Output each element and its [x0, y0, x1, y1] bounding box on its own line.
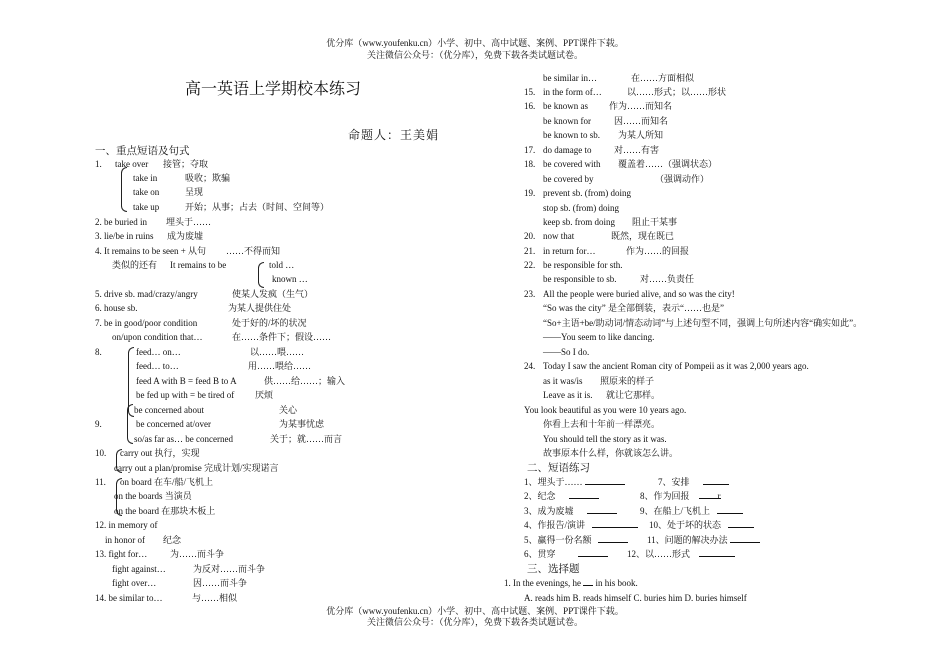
brace-4	[127, 404, 133, 444]
item-24-number: 24.	[524, 361, 536, 371]
phrase: be concerned at/over	[136, 419, 211, 429]
phrase: on/upon condition that…	[112, 332, 203, 342]
meaning: 为……而斗争	[170, 549, 225, 559]
meaning: 关心	[279, 405, 298, 415]
meaning: 对……有害	[614, 145, 660, 155]
meaning: 因……而斗争	[193, 578, 248, 588]
phrase: It remains to be	[170, 260, 227, 270]
meaning: 为某人提供住处	[228, 303, 292, 313]
header-line-2: 关注微信公众号：（优分库），免费下载各类试题试卷。	[366, 50, 583, 60]
exercise-label: 7、安排	[658, 477, 690, 487]
item-16-number: 16.	[524, 101, 536, 111]
meaning: 就让它那样。	[606, 390, 661, 400]
exercise-label: 2、纪念	[524, 491, 556, 501]
exercise-label: 9、在船上/飞机上	[640, 506, 711, 516]
phrase: 3. lie/be in ruins	[95, 231, 154, 241]
meaning: 供……给……；输入	[264, 376, 346, 386]
answer-blank[interactable]	[703, 476, 729, 485]
exercise-label: 12、以……形式	[627, 549, 691, 559]
item-22-number: 22.	[524, 260, 536, 270]
note: 类似的还有	[112, 260, 158, 270]
meaning: 处于好的/坏的状况	[232, 318, 307, 328]
meaning: 埋头于……	[166, 217, 212, 227]
phrase: be similar in…	[543, 73, 597, 83]
phrase: 6. house sb.	[95, 303, 138, 313]
phrase: be covered by	[543, 174, 594, 184]
header-line-1: 优分库（www.youfenku.cn）小学、初中、高中试题、案例、PPT课件下载。	[326, 38, 624, 48]
phrase: take on	[133, 187, 160, 197]
phrase: 7. be in good/poor condition	[95, 318, 198, 328]
phrase: now that	[543, 231, 575, 241]
item-18-number: 18.	[524, 159, 536, 169]
footer-line-1: 优分库（www.youfenku.cn）小学、初中、高中试题、案例、PPT课件下载。	[326, 606, 624, 616]
dialogue: ——You seem to like dancing.	[543, 332, 655, 342]
answer-blank[interactable]	[699, 548, 735, 557]
meaning: 在……条件下；假设……	[232, 332, 332, 342]
meaning: 因……而知名	[614, 116, 669, 126]
phrase: take over	[115, 159, 149, 169]
answer-blank[interactable]	[587, 505, 617, 514]
meaning: 关于；就……而言	[270, 434, 343, 444]
phrase: be known for	[543, 116, 591, 126]
item-15-number: 15.	[524, 87, 536, 97]
answer-blank[interactable]	[569, 490, 599, 499]
phrase: be responsible to sb.	[543, 274, 617, 284]
sentence: All the people were buried alive, and so was the city!	[543, 289, 735, 299]
exercise-item	[658, 476, 729, 488]
phrase: 5. drive sb. mad/crazy/angry	[95, 289, 198, 299]
phrase: 2. be buried in	[95, 217, 147, 227]
meaning: 厌烦	[255, 390, 274, 400]
meaning: 使某人发疯（生气）	[232, 289, 314, 299]
sentence: Leave as it is.	[543, 390, 593, 400]
footer-line-2: 关注微信公众号：（优分库），免费下载各类试题试卷。	[366, 617, 583, 627]
note: “So was the city” 是全部倒装，表示“……也是”	[543, 303, 724, 313]
phrase: 14. be similar to…	[95, 593, 163, 603]
answer-blank[interactable]	[583, 577, 593, 586]
meaning: 为某事忧虑	[279, 419, 325, 429]
phrase: be concerned about	[134, 405, 204, 415]
item-9-number: 9.	[95, 419, 102, 429]
meaning: 吸收；欺骗	[185, 173, 231, 183]
meaning: 以……形式；以……形状	[627, 87, 727, 97]
item-10-number: 10.	[95, 448, 107, 458]
answer-blank[interactable]	[730, 534, 760, 543]
page-title: 高一英语上学期校本练习	[185, 79, 362, 98]
meaning: 覆盖着……（强调状态）	[618, 159, 718, 169]
phrase: be fed up with = be tired of	[136, 390, 235, 400]
exercise-label: 5、赢得一份名额	[524, 535, 592, 545]
answer-blank[interactable]	[578, 548, 608, 557]
meaning: 你看上去和十年前一样漂亮。	[543, 419, 661, 429]
section-2-heading: 二、短语练习	[527, 462, 590, 474]
phrase: feed… on…	[136, 347, 181, 357]
meaning: （强调动作）	[655, 174, 710, 184]
meaning: 用……喂给……	[248, 361, 312, 371]
exercise-item	[647, 534, 760, 546]
phrase: 4. It remains to be seen + 从句	[95, 246, 207, 256]
meaning: 与……相似	[192, 593, 238, 603]
meaning: 以……喂……	[250, 347, 305, 357]
phrase: feed… to…	[136, 361, 179, 371]
phrase: on the boards 当演员	[114, 491, 192, 501]
meaning: 呈现	[185, 187, 204, 197]
meaning: 为反对……而斗争	[193, 564, 266, 574]
answer-blank[interactable]	[598, 534, 628, 543]
note: “So+主语+be/助动词/情态动词”与上述句型不同，强调上句所述内容“确实如此”。	[543, 318, 863, 328]
phrase: carry out 执行，实现	[120, 448, 200, 458]
item-20-number: 20.	[524, 231, 536, 241]
section-3-heading: 三、选择题	[527, 563, 580, 575]
item-23-number: 23.	[524, 289, 536, 299]
phrase: take in	[133, 173, 158, 183]
phrase: known …	[272, 274, 308, 284]
sentence: You look beautiful as you were 10 years ago.	[524, 405, 687, 415]
question-1-options: A. reads him B. reads himself C. buries him D. buries himself	[524, 593, 747, 603]
meaning: 在……方面相似	[631, 73, 695, 83]
section-1-heading: 一、重点短语及句式	[95, 145, 190, 157]
phrase: so/as far as… be concerned	[134, 434, 233, 444]
meaning: 既然，现在既已	[611, 231, 675, 241]
phrase: fight against…	[112, 564, 166, 574]
exercise-item	[524, 505, 617, 517]
exercise-item	[524, 548, 608, 560]
meaning: 为某人所知	[618, 130, 664, 140]
meaning: 作为……而知名	[609, 101, 673, 111]
phrase: as it was/is	[543, 376, 583, 386]
answer-blank[interactable]	[592, 519, 638, 528]
meaning: 对……负责任	[640, 274, 695, 284]
phrase: told …	[269, 260, 295, 270]
exercise-item	[524, 490, 599, 502]
exercise-item	[649, 519, 754, 531]
phrase: be covered with	[543, 159, 601, 169]
meaning: ……不得而知	[226, 246, 281, 256]
phrase: do damage to	[543, 145, 592, 155]
phrase: be known to sb.	[543, 130, 600, 140]
meaning: 故事原本什么样，你就该怎么讲。	[543, 448, 679, 458]
brace-1	[121, 167, 127, 212]
phrase: in the form of…	[543, 87, 602, 97]
meaning: 接管；夺取	[163, 159, 209, 169]
exercise-label: 4、作报告/演讲	[524, 520, 586, 530]
item-11-number: 11.	[95, 477, 106, 487]
phrase: in honor of	[105, 535, 145, 545]
meaning: 作为……的回报	[626, 246, 690, 256]
phrase: carry out a plan/promise 完成计划/实现诺言	[114, 463, 279, 473]
item-21-number: 21.	[524, 246, 536, 256]
brace-2	[258, 262, 264, 288]
exercise-label: 6、贯穿	[524, 549, 556, 559]
item-8-number: 8.	[95, 347, 102, 357]
meaning: 阻止干某事	[632, 217, 678, 227]
dialogue: ——So I do.	[543, 347, 590, 357]
exercise-item	[640, 505, 743, 517]
exercise-item	[524, 476, 625, 488]
answer-blank[interactable]	[585, 476, 625, 485]
meaning: 照原来的样子	[600, 376, 655, 386]
sentence: You should tell the story as it was.	[543, 434, 667, 444]
author-line: 命题人：王美娟	[348, 128, 440, 142]
meaning: 开始；从事；占去（时间、空间等）	[185, 202, 330, 212]
phrase: stop sb. (from) doing	[543, 203, 619, 213]
answer-blank[interactable]	[717, 505, 743, 514]
question-1	[504, 577, 638, 589]
exercise-label: 1、埋头于……	[524, 477, 583, 487]
phrase: feed A with B = feed B to A	[136, 376, 237, 386]
phrase: prevent sb. (from) doing	[543, 188, 631, 198]
meaning: 纪念	[163, 535, 182, 545]
phrase: keep sb. from doing	[543, 217, 615, 227]
exercise-item	[524, 519, 638, 531]
phrase: be responsible for sth.	[543, 260, 623, 270]
exercise-item	[524, 534, 628, 546]
phrase: on the board 在那块木板上	[114, 506, 216, 516]
question-stem-end: in his book.	[595, 578, 638, 588]
question-stem-start: 1. In the evenings, he	[504, 578, 581, 588]
exercise-item	[627, 548, 735, 560]
exercise-label: 8、作为回报	[640, 491, 690, 501]
sentence: Today I saw the ancient Roman city of Pompeii as it was 2,000 years ago.	[543, 361, 809, 371]
phrase: take up	[133, 202, 160, 212]
phrase: fight over…	[112, 578, 157, 588]
phrase: on board 在车/船/飞机上	[120, 477, 213, 487]
answer-blank[interactable]	[728, 519, 754, 528]
phrase: be known as	[543, 101, 588, 111]
exercise-label: 3、成为废墟	[524, 506, 574, 516]
phrase: in return for…	[543, 246, 596, 256]
phrase: 12. in memory of	[95, 520, 158, 530]
phrase: 13. fight for…	[95, 549, 148, 559]
item-17-number: 17.	[524, 145, 536, 155]
item-19-number: 19.	[524, 188, 536, 198]
exercise-label: 11、问题的解决办法	[647, 535, 728, 545]
exercise-item	[640, 490, 721, 502]
item-1-number: 1.	[95, 159, 102, 169]
meaning: 成为废墟	[167, 231, 204, 241]
exercise-label: 10、处于坏的状态	[649, 520, 722, 530]
answer-blank[interactable]: r	[699, 490, 721, 499]
